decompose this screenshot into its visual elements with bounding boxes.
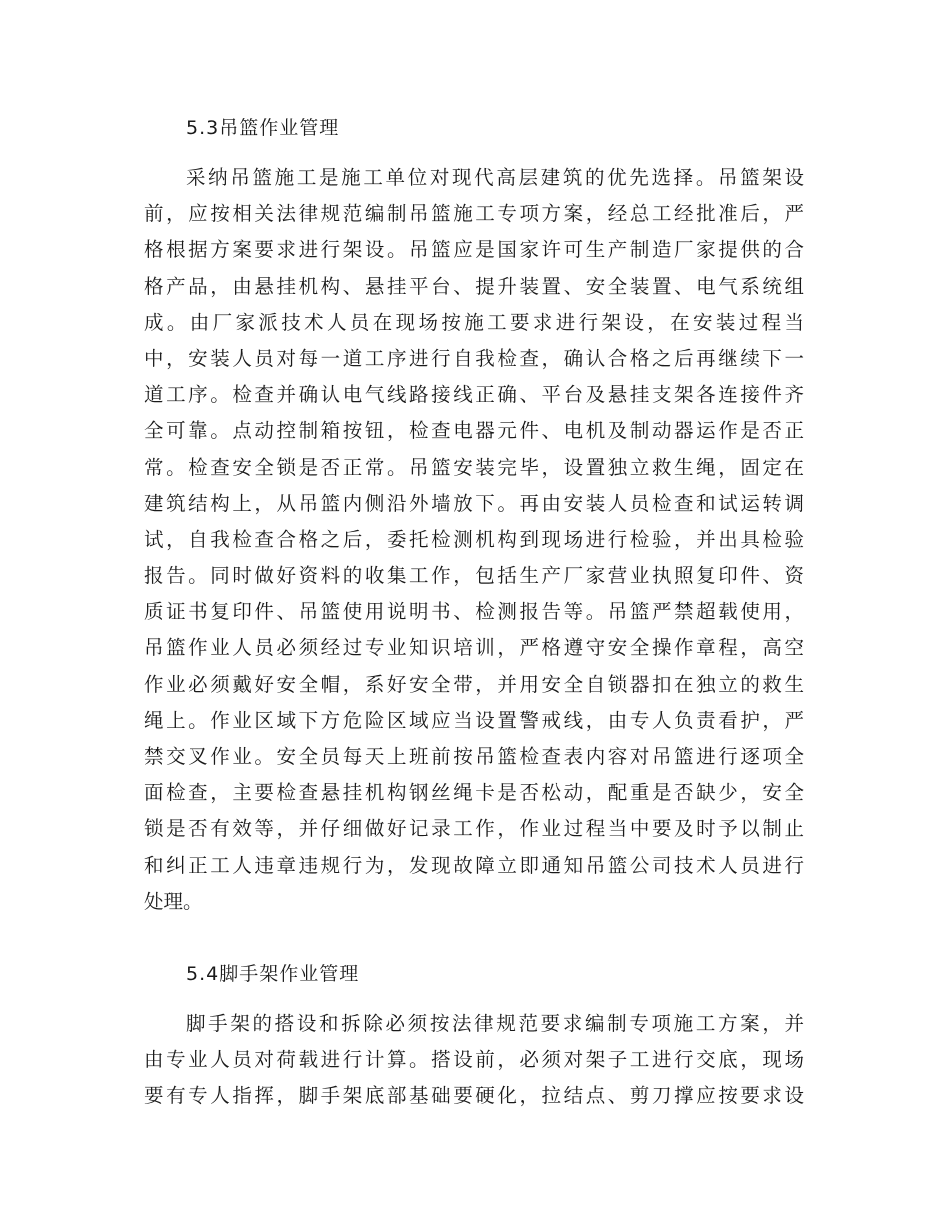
paragraph-line: 要有专人指挥，脚手架底部基础要硬化，拉结点、剪刀撑应按要求设 — [144, 1084, 804, 1108]
paragraph-line: 质证书复印件、吊篮使用说明书、检测报告等。吊篮严禁超载使用， — [144, 600, 804, 624]
paragraph-line: 常。检查安全锁是否正常。吊篮安装完毕，设置独立救生绳，固定在 — [144, 455, 804, 479]
paragraph-line: 中，安装人员对每一道工序进行自我检查，确认合格之后再继续下一 — [144, 346, 804, 370]
section-heading-5-4: 5.4脚手架作业管理 — [186, 963, 360, 985]
paragraph-line: 格产品，由悬挂机构、悬挂平台、提升装置、安全装置、电气系统组 — [144, 274, 804, 298]
paragraph-line: 由专业人员对荷载进行计算。搭设前，必须对架子工进行交底，现场 — [144, 1048, 804, 1072]
paragraph-line: 面检查，主要检查悬挂机构钢丝绳卡是否松动，配重是否缺少，安全 — [144, 781, 804, 805]
paragraph-line: 锁是否有效等，并仔细做好记录工作，作业过程当中要及时予以制止 — [144, 817, 804, 841]
paragraph-line: 全可靠。点动控制箱按钮，检查电器元件、电机及制动器运作是否正 — [144, 419, 804, 443]
section-heading-5-3: 5.3吊篮作业管理 — [186, 117, 340, 139]
paragraph-5-4 — [144, 1006, 804, 1115]
paragraph-line: 脚手架的搭设和拆除必须按法律规范要求编制专项施工方案，并 — [186, 1012, 804, 1035]
paragraph-5-3 — [144, 160, 804, 920]
paragraph-line: 建筑结构上，从吊篮内侧沿外墙放下。再由安装人员检查和试运转调 — [144, 491, 804, 515]
paragraph-line: 试，自我检查合格之后，委托检测机构到现场进行检验，并出具检验 — [144, 527, 804, 551]
paragraph-line: 报告。同时做好资料的收集工作，包括生产厂家营业执照复印件、资 — [144, 564, 804, 588]
paragraph-line: 道工序。检查并确认电气线路接线正确、平台及悬挂支架各连接件齐 — [144, 383, 804, 407]
paragraph-line: 绳上。作业区域下方危险区域应当设置警戒线，由专人负责看护，严 — [144, 708, 804, 732]
paragraph-line: 作业必须戴好安全帽，系好安全带，并用安全自锁器扣在独立的救生 — [144, 672, 804, 696]
paragraph-line: 格根据方案要求进行架设。吊篮应是国家许可生产制造厂家提供的合 — [144, 238, 804, 262]
paragraph-line: 前，应按相关法律规范编制吊篮施工专项方案，经总工经批准后，严 — [144, 202, 804, 226]
paragraph-line: 处理。 — [144, 889, 203, 913]
paragraph-line: 成。由厂家派技术人员在现场按施工要求进行架设，在安装过程当 — [144, 310, 804, 334]
paragraph-line: 采纳吊篮施工是施工单位对现代高层建筑的优先选择。吊篮架设 — [186, 166, 804, 189]
paragraph-line: 禁交叉作业。安全员每天上班前按吊篮检查表内容对吊篮进行逐项全 — [144, 745, 804, 768]
paragraph-line: 和纠正工人违章违规行为，发现故障立即通知吊篮公司技术人员进行 — [144, 853, 804, 877]
paragraph-line: 吊篮作业人员必须经过专业知识培训，严格遵守安全操作章程，高空 — [144, 636, 804, 660]
